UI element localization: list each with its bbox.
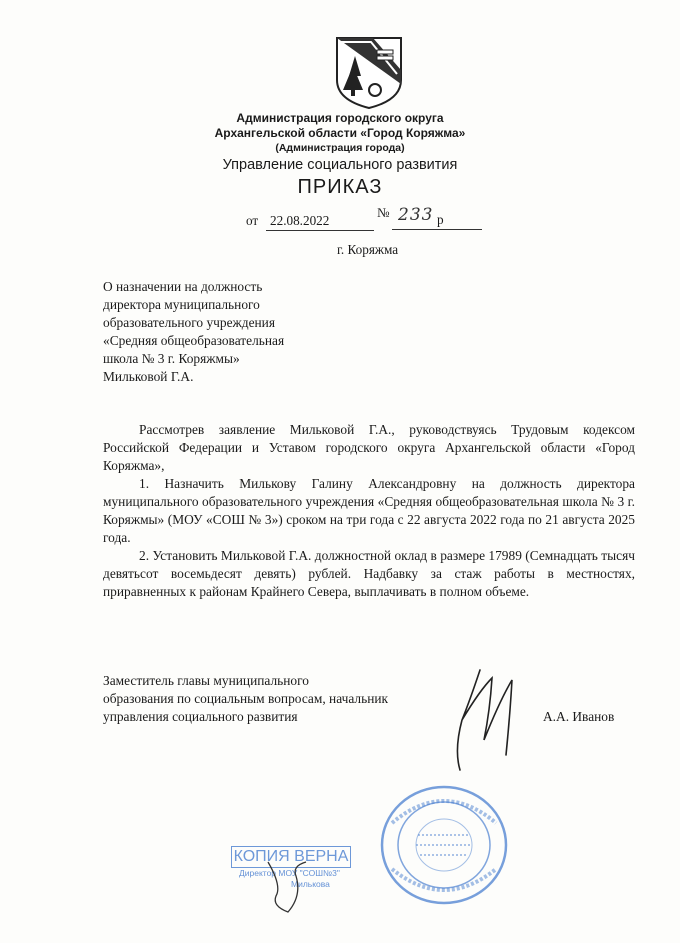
order-item-2: 2. Установить Мильковой Г.А. должностной оклад в размере 17989 (Семнадцать тысяч девятьсот восемьдесят девять) рублей. Надбавку за стаж работы в местностях, приравненных к районам Крайнего Севера, выплачивать в полном объеме. (103, 548, 635, 599)
subject-line: директора муниципального (103, 297, 260, 312)
subject-line: образовательного учреждения (103, 315, 276, 330)
signatory-position-line2: образования по социальным вопросам, начальник (103, 691, 389, 706)
handwritten-signature (440, 660, 550, 775)
org-name-line2: Архангельской области «Город Коряжма» (214, 126, 466, 140)
department-name: Управление социального развития (222, 157, 458, 173)
date-prefix: от (246, 213, 259, 228)
order-item-1: 1. Назначить Милькову Галину Александровну на должность директора муниципального образовательного учреждения «Средняя общеобразовательная школа № 3 г. Коряжмы» (МОУ «СОШ № 3») сроком на три года с 22 августа 2022 года по 21 августа 2025 года. (103, 476, 635, 545)
signatory-name: А.А. Иванов (543, 709, 615, 724)
subject-block (103, 278, 284, 386)
coat-of-arms-logo (333, 34, 405, 110)
city: г. Коряжма (337, 242, 399, 257)
signatory-position-line1: Заместитель главы муниципального (103, 673, 309, 688)
body-preamble: Рассмотрев заявление Мильковой Г.А., руководствуясь Трудовым кодексом Российской Федерации и Уставом городского округа Архангельской области «Город Коряжма», (103, 422, 635, 473)
org-name-line1: Администрация городского округа (236, 111, 444, 125)
subject-line: «Средняя общеобразовательная (103, 333, 285, 348)
org-short-name: (Администрация города) (275, 142, 405, 154)
round-seal-stamp (378, 783, 510, 908)
number-sign: № (377, 205, 390, 220)
copy-stamp-title: КОПИЯ ВЕРНА (231, 846, 351, 868)
copy-stamp-signature (262, 856, 312, 916)
document-number: 233 (398, 205, 434, 225)
number-suffix: р (437, 212, 444, 227)
document-title: ПРИКАЗ (297, 176, 383, 198)
signatory-position-line3: управления социального развития (103, 709, 298, 724)
subject-line: школа № 3 г. Коряжмы» (103, 351, 240, 366)
document-date: 22.08.2022 (266, 212, 374, 231)
subject-line: О назначении на должность (103, 279, 263, 294)
subject-line: Мильковой Г.А. (103, 369, 194, 384)
copy-stamp-line3: Милькова (291, 879, 330, 889)
copy-stamp-line2: Директор МОУ "СОШ№3" (239, 868, 340, 878)
